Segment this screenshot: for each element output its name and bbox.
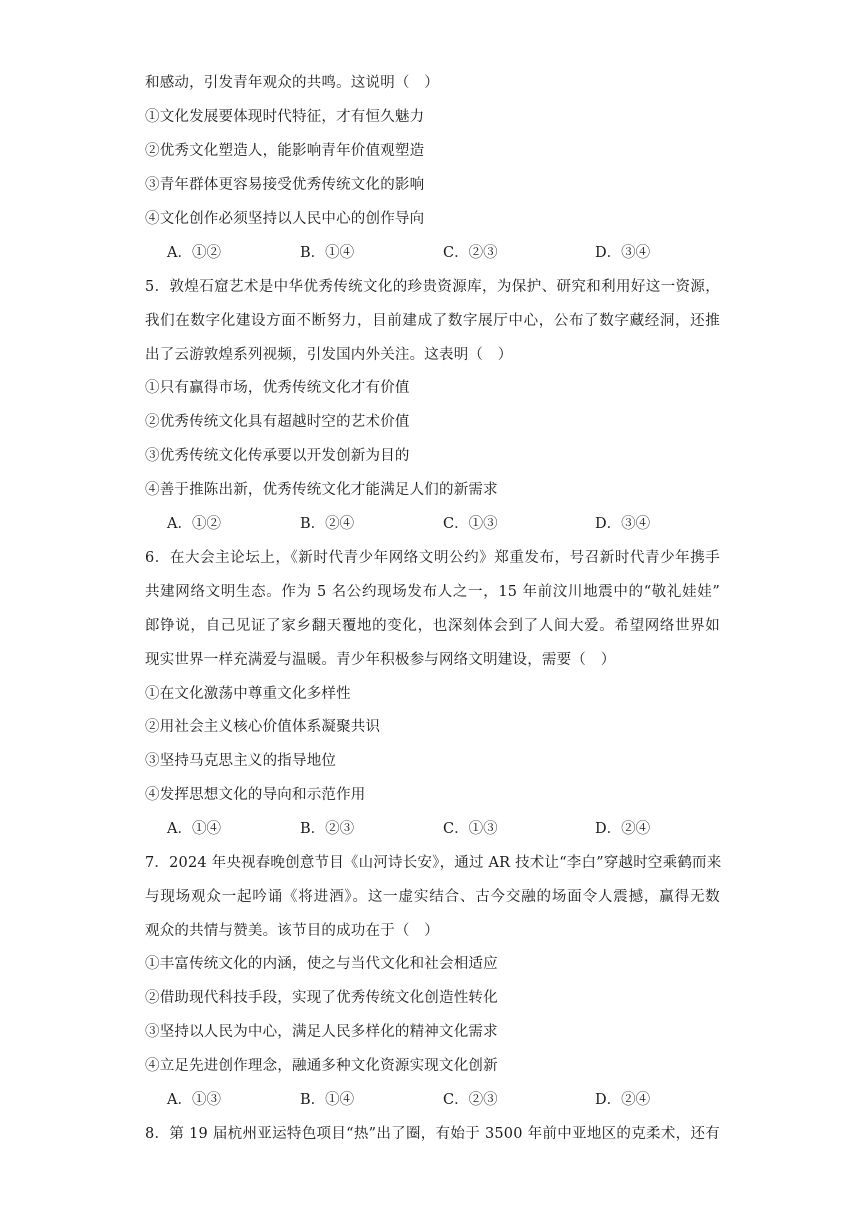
question-7-statement-2: ②借助现代科技手段，实现了优秀传统文化创造性转化 — [145, 990, 498, 1006]
question-7-statement-3: ③坚持以人民为中心，满足人民多样化的精神文化需求 — [145, 1024, 498, 1040]
question-6-statement-3: ③坚持马克思主义的指导地位 — [145, 753, 337, 769]
question-5-option-d[interactable]: D．③④ — [595, 516, 651, 532]
question-4-options — [145, 243, 720, 263]
question-5-stem-line-2: 我们在数字化建设方面不断努力，目前建成了数字展厅中心，公布了数字藏经洞，还推 — [145, 313, 720, 329]
question-7-option-a[interactable]: A．①③ — [167, 1092, 221, 1108]
question-7-statement-1: ①丰富传统文化的内涵，使之与当代文化和社会相适应 — [145, 956, 498, 972]
question-5-statement-3: ③优秀传统文化传承要以开发创新为目的 — [145, 448, 410, 464]
question-6-option-c[interactable]: C．①③ — [443, 821, 498, 837]
question-4-statement-3: ③青年群体更容易接受优秀传统文化的影响 — [145, 177, 425, 193]
question-7-option-b[interactable]: B．①④ — [300, 1092, 355, 1108]
question-4-statement-4: ④文化创作必须坚持以人民中心的创作导向 — [145, 211, 425, 227]
question-6-statement-2: ②用社会主义核心价值体系凝聚共识 — [145, 719, 381, 735]
question-7-stem-line-3: 观众的共情与赞美。该节目的成功在于（ ） — [145, 923, 439, 939]
question-5-options — [145, 514, 720, 534]
question-6-stem-line-3: 郎铮说，自己见证了家乡翻天覆地的变化，也深刻体会到了人间大爱。希望网络世界如 — [145, 618, 720, 634]
question-5-statement-1: ①只有赢得市场，优秀传统文化才有价值 — [145, 380, 410, 396]
question-4-option-b[interactable]: B．①④ — [300, 245, 355, 261]
question-6-statement-1: ①在文化激荡中尊重文化多样性 — [145, 686, 351, 702]
question-4-option-c[interactable]: C．②③ — [443, 245, 498, 261]
question-5-statement-2: ②优秀传统文化具有超越时空的艺术价值 — [145, 414, 410, 430]
question-6-options — [145, 819, 720, 839]
question-4-option-d[interactable]: D．③④ — [595, 245, 651, 261]
question-5-stem-line-1: 5．敦煌石窟艺术是中华优秀传统文化的珍贵资源库，为保护、研究和利用好这一资源， — [145, 279, 720, 295]
question-7-option-c[interactable]: C．②③ — [443, 1092, 498, 1108]
question-5-option-c[interactable]: C．①③ — [443, 516, 498, 532]
question-4-statement-2: ②优秀文化塑造人，能影响青年价值观塑造 — [145, 143, 425, 159]
question-7-stem-line-2: 与现场观众一起吟诵《将进酒》。这一虚实结合、古今交融的场面令人震撼，赢得无数 — [145, 889, 720, 905]
question-6-stem-line-1: 6．在大会主论坛上，《新时代青少年网络文明公约》郑重发布，号召新时代青少年携手 — [145, 550, 720, 566]
question-6-option-b[interactable]: B．②③ — [300, 821, 355, 837]
question-6-option-d[interactable]: D．②④ — [595, 821, 651, 837]
question-4-option-a[interactable]: A．①② — [167, 245, 221, 261]
question-4-stem: 和感动，引发青年观众的共鸣。这说明（ ） — [145, 75, 439, 91]
question-5-option-b[interactable]: B．②④ — [300, 516, 355, 532]
question-8-stem-line-1: 8．第 19 届杭州亚运特色项目“热”出了圈，有始于 3500 年前中亚地区的克柔术，还有 — [145, 1126, 720, 1142]
question-7-option-d[interactable]: D．②④ — [595, 1092, 651, 1108]
question-7-options — [145, 1090, 720, 1110]
question-5-option-a[interactable]: A．①② — [167, 516, 221, 532]
question-6-stem-line-2: 共建网络文明生态。作为 5 名公约现场发布人之一，15 年前汶川地震中的“敬礼娃娃” — [145, 584, 720, 600]
question-5-statement-4: ④善于推陈出新，优秀传统文化才能满足人们的新需求 — [145, 482, 498, 498]
question-6-option-a[interactable]: A．①④ — [167, 821, 221, 837]
question-4-statement-1: ①文化发展要体现时代特征，才有恒久魅力 — [145, 109, 425, 125]
question-7-statement-4: ④立足先进创作理念，融通多种文化资源实现文化创新 — [145, 1058, 498, 1074]
question-5-stem-line-3: 出了云游敦煌系列视频，引发国内外关注。这表明（ ） — [145, 347, 513, 363]
question-7-stem-line-1: 7．2024 年央视春晚创意节目《山河诗长安》，通过 AR 技术让“李白”穿越时空乘鹤而来 — [145, 855, 722, 871]
question-6-statement-4: ④发挥思想文化的导向和示范作用 — [145, 787, 366, 803]
question-6-stem-line-4: 现实世界一样充满爱与温暖。青少年积极参与网络文明建设，需要（ ） — [145, 652, 616, 668]
